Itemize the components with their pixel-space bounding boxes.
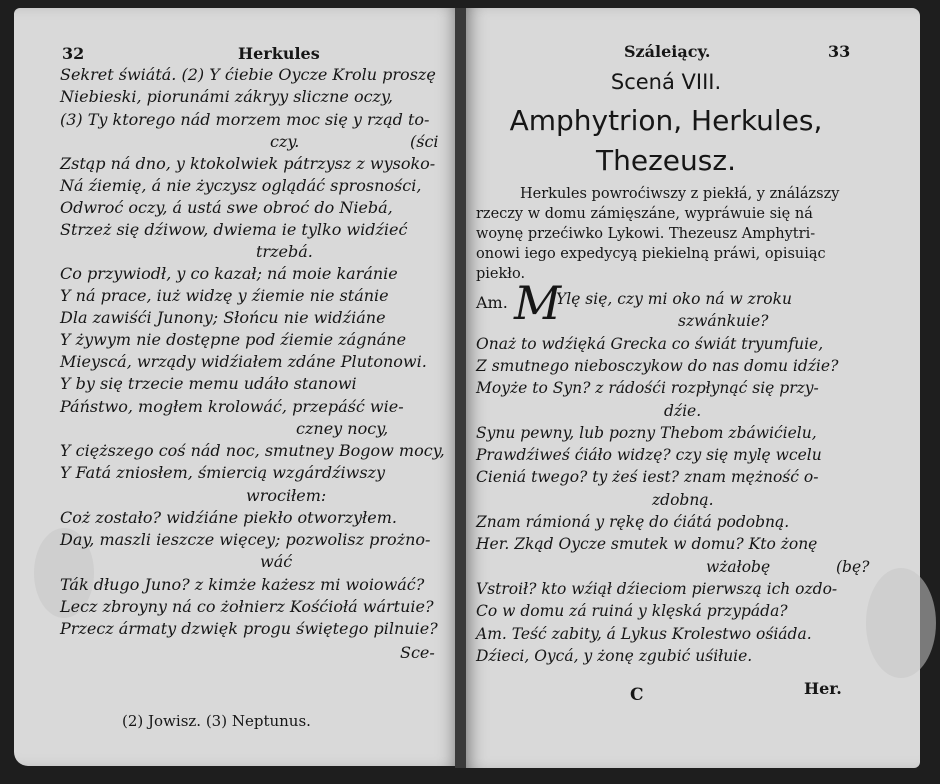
right-page-number: 33: [828, 42, 851, 61]
verse-line: czy.: [270, 132, 300, 151]
argument-line: woynę przećiwko Lykowi. Thezeusz Amphytri-: [476, 226, 816, 242]
verse-line: Dźieci, Oycá, y żonę zgubić uśiłuie.: [476, 647, 753, 665]
left-running-head: Herkules: [238, 44, 320, 63]
verse-line: (bę?: [836, 558, 870, 576]
verse-line: Y ná prace, iuż widzę y źiemie nie stánie: [60, 286, 389, 305]
verse-line: Her. Zkąd Oycze smutek w domu? Kto żonę: [476, 535, 818, 553]
scene-title: Amphytrion, Herkules,: [509, 104, 823, 137]
verse-line: zdobną.: [652, 491, 714, 509]
verse-line: Cieniá twego? ty żeś iest? znam mężność o-: [476, 468, 819, 486]
verse-line: Y cięższego coś nád noc, smutney Bogow mocy,: [60, 441, 445, 460]
argument-line: onowi iego expedycyą piekielną práwi, opisuiąc: [476, 246, 826, 262]
verse-line: trzebá.: [256, 242, 313, 261]
argument-line: rzeczy w domu zámięszáne, wypráwuie się ná: [476, 206, 813, 222]
verse-line: Vstroił? kto wźiął dźieciom pierwszą ich ozdo-: [476, 580, 838, 598]
verse-line: (ści: [410, 132, 439, 151]
verse-line: Co przywiodł, y co kazał; ná moie karánie: [60, 264, 398, 283]
verse-line: Sce-: [400, 643, 435, 662]
right-running-head: Száleiący.: [624, 42, 711, 61]
verse-line: Day, maszli ieszcze więcey; pozwolisz prożno-: [60, 530, 431, 549]
verse-line: Lecz zbroyny ná co żołnierz Kośćiołá wártuie?: [60, 597, 434, 616]
speaker-label: Am.: [476, 293, 508, 312]
right-page: [466, 8, 920, 768]
verse-line: Onaż to wdźięká Grecka co świát tryumfuie,: [476, 335, 824, 353]
verse-line: dźie.: [664, 402, 702, 420]
argument-line: piekło.: [476, 266, 526, 282]
verse-line: Ylę się, czy mi oko ná w zroku: [556, 290, 792, 308]
catchword: Her.: [804, 679, 842, 698]
verse-line: szwánkuie?: [678, 312, 769, 330]
verse-line: Ták długo Juno? z kimże każesz mi woiowáć?: [60, 575, 425, 594]
scene-number: Scená VIII.: [610, 70, 722, 94]
verse-line: Am. Teść zabity, á Lykus Krolestwo ośiáda.: [476, 625, 812, 643]
verse-line: Odwroć oczy, á ustá swe obroć do Niebá,: [60, 198, 393, 217]
verse-line: Y Fatá zniosłem, śmiercią wzgárdźiwszy: [60, 463, 385, 482]
verse-line: Zstąp ná dno, y ktokolwiek pátrzysz z wysoko-: [60, 154, 436, 173]
verse-line: Strzeż się dźiwow, dwiema ie tylko widźieć: [60, 220, 408, 239]
verse-line: Páństwo, mogłem krolowáć, przepáść wie-: [60, 397, 404, 416]
scene-title-continued: Thezeusz.: [596, 144, 736, 177]
verse-line: wrociłem:: [246, 486, 327, 505]
verse-line: Dla zawiśći Junony; Słońcu nie widźiáne: [60, 308, 386, 327]
verse-line: czney nocy,: [296, 419, 389, 438]
footnote: (2) Jowisz. (3) Neptunus.: [122, 712, 311, 730]
verse-line: Przecz ármaty dzwięk progu świętego pilnuie?: [60, 619, 438, 638]
verse-line: Y by się trzecie memu udáło stanowi: [60, 374, 357, 393]
left-page-number: 32: [62, 44, 85, 63]
verse-line: Co w domu zá ruiná y klęská przypáda?: [476, 602, 788, 620]
paper-stain: [866, 568, 936, 678]
verse-line: wáć: [260, 552, 293, 571]
verse-line: (3) Ty ktorego nád morzem moc się y rząd to-: [60, 110, 430, 129]
verse-line: Mieyscá, wrządy widźiałem zdáne Plutonowi.: [60, 352, 427, 371]
verse-line: Moyże to Syn? z rádośći rozpłynąć się przy-: [476, 379, 819, 397]
verse-line: Synu pewny, lub pozny Thebom zbáwićielu,: [476, 424, 817, 442]
verse-line: Prawdźiweś ćiáło widzę? czy się mylę wcelu: [476, 446, 822, 464]
verse-line: Znam rámioná y rękę do ćiátá podobną.: [476, 513, 790, 531]
verse-line: Coż zostało? widźiáne piekło otworzyłem.: [60, 508, 397, 527]
verse-line: Z smutnego niebosczykow do nas domu idźie?: [476, 357, 839, 375]
left-page: [14, 8, 458, 766]
verse-line: Niebieski, piorunámi zákryy sliczne oczy,: [60, 87, 393, 106]
verse-line: Y żywym nie dostępne pod źiemie zágnáne: [60, 330, 407, 349]
verse-line: wżałobę: [706, 558, 771, 576]
argument-line: Herkules powroćiwszy z piekłá, y ználázszy: [520, 186, 840, 202]
verse-line: Sekret świátá. (2) Y ćiebie Oycze Krolu proszę: [60, 65, 436, 84]
drop-cap: M: [514, 276, 562, 330]
signature-mark: C: [630, 685, 644, 705]
verse-line: Ná źiemię, á nie życzysz oglądáć sprosności,: [60, 176, 422, 195]
